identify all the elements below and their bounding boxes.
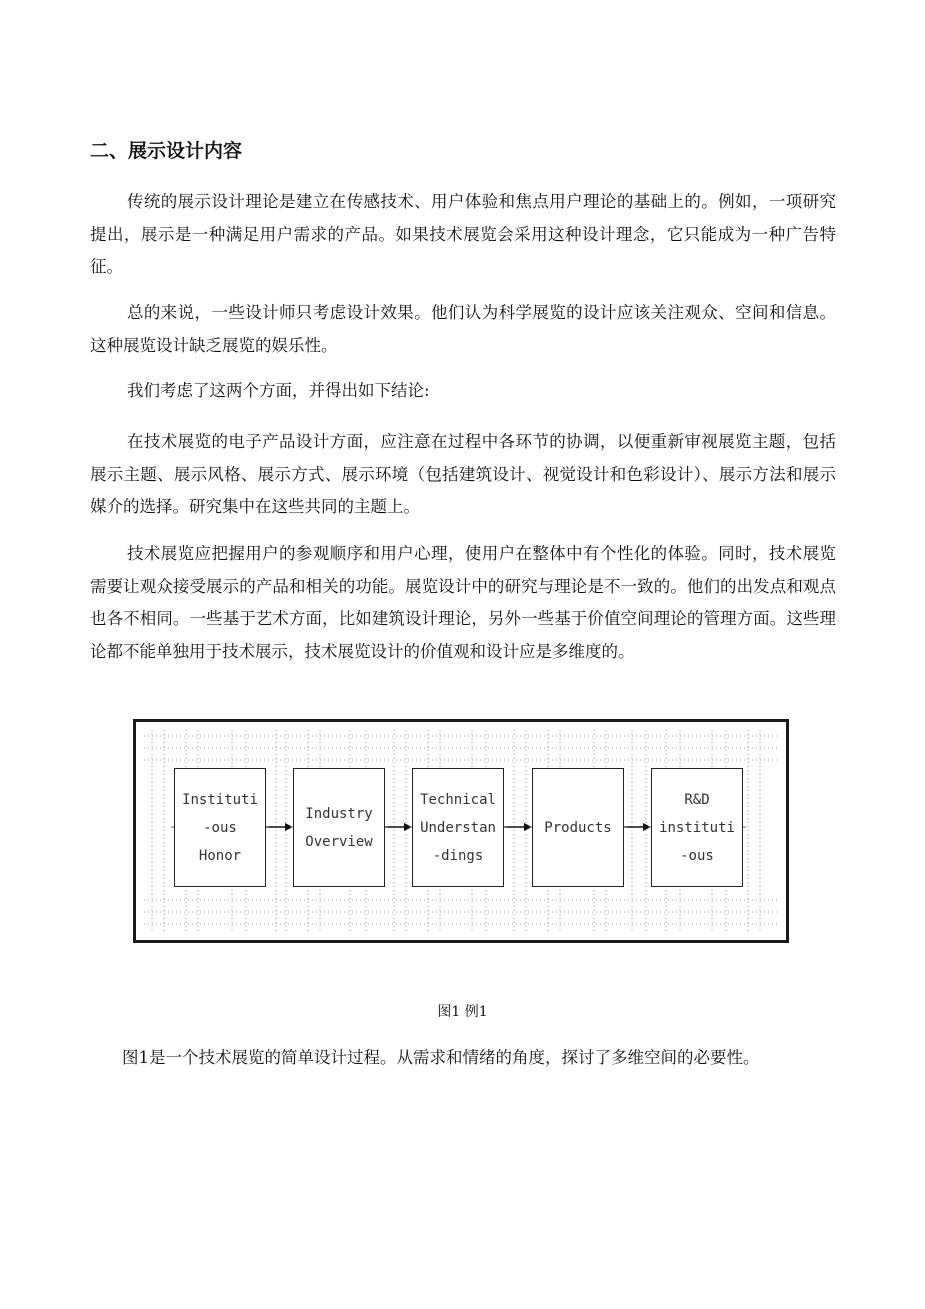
flow-box-technical-understandings: Technical Understan -dings <box>412 768 504 887</box>
paragraph-5: 技术展览应把握用户的参观顺序和用户心理，使用户在整体中有个性化的体验。同时，技术展览需要让观众接受展示的产品和相关的功能。展览设计中的研究与理论是不一致的。他们的出发点和观点也各不相同。一些基于艺术方面，比如建筑设计理论，另外一些基于价值空间理论的管理方面。这些理论都不能单独用于技术展示，技术展览设计的价值观和设计应是多维度的。 <box>90 544 836 661</box>
flow-box-products: Products <box>532 768 624 887</box>
figure-caption: 图1 例1 <box>437 1004 488 1020</box>
paragraph-1: 传统的展示设计理论是建立在传感技术、用户体验和焦点用户理论的基础上的。例如，一项研究提出，展示是一种满足用户需求的产品。如果技术展览会采用这种设计理念，它只能成为一种广告特征。 <box>90 192 836 276</box>
closing-paragraph: 图1是一个技术展览的简单设计过程。从需求和情绪的角度，探讨了多维空间的必要性。 <box>122 1048 760 1067</box>
paragraph-3: 我们考虑了这两个方面，并得出如下结论: <box>127 381 430 400</box>
flow-box-institutious-honor: Instituti -ous Honor <box>174 768 266 887</box>
flow-box-rd-institutious: R&D instituti -ous <box>651 768 743 887</box>
process-flow-diagram <box>133 719 789 943</box>
section-heading: 二、展示设计内容 <box>90 140 243 162</box>
paragraph-2: 总的来说，一些设计师只考虑设计效果。他们认为科学展览的设计应该关注观众、空间和信息。这种展览设计缺乏展览的娱乐性。 <box>90 303 836 355</box>
flow-box-industry-overview: Industry Overview <box>293 768 385 887</box>
paragraph-4: 在技术展览的电子产品设计方面，应注意在过程中各环节的协调，以便重新审视展览主题，包括展示主题、展示风格、展示方式、展示环境（包括建筑设计、视觉设计和色彩设计）、展示方法和展示媒介的选择。研究集中在这些共同的主题上。 <box>90 432 836 516</box>
